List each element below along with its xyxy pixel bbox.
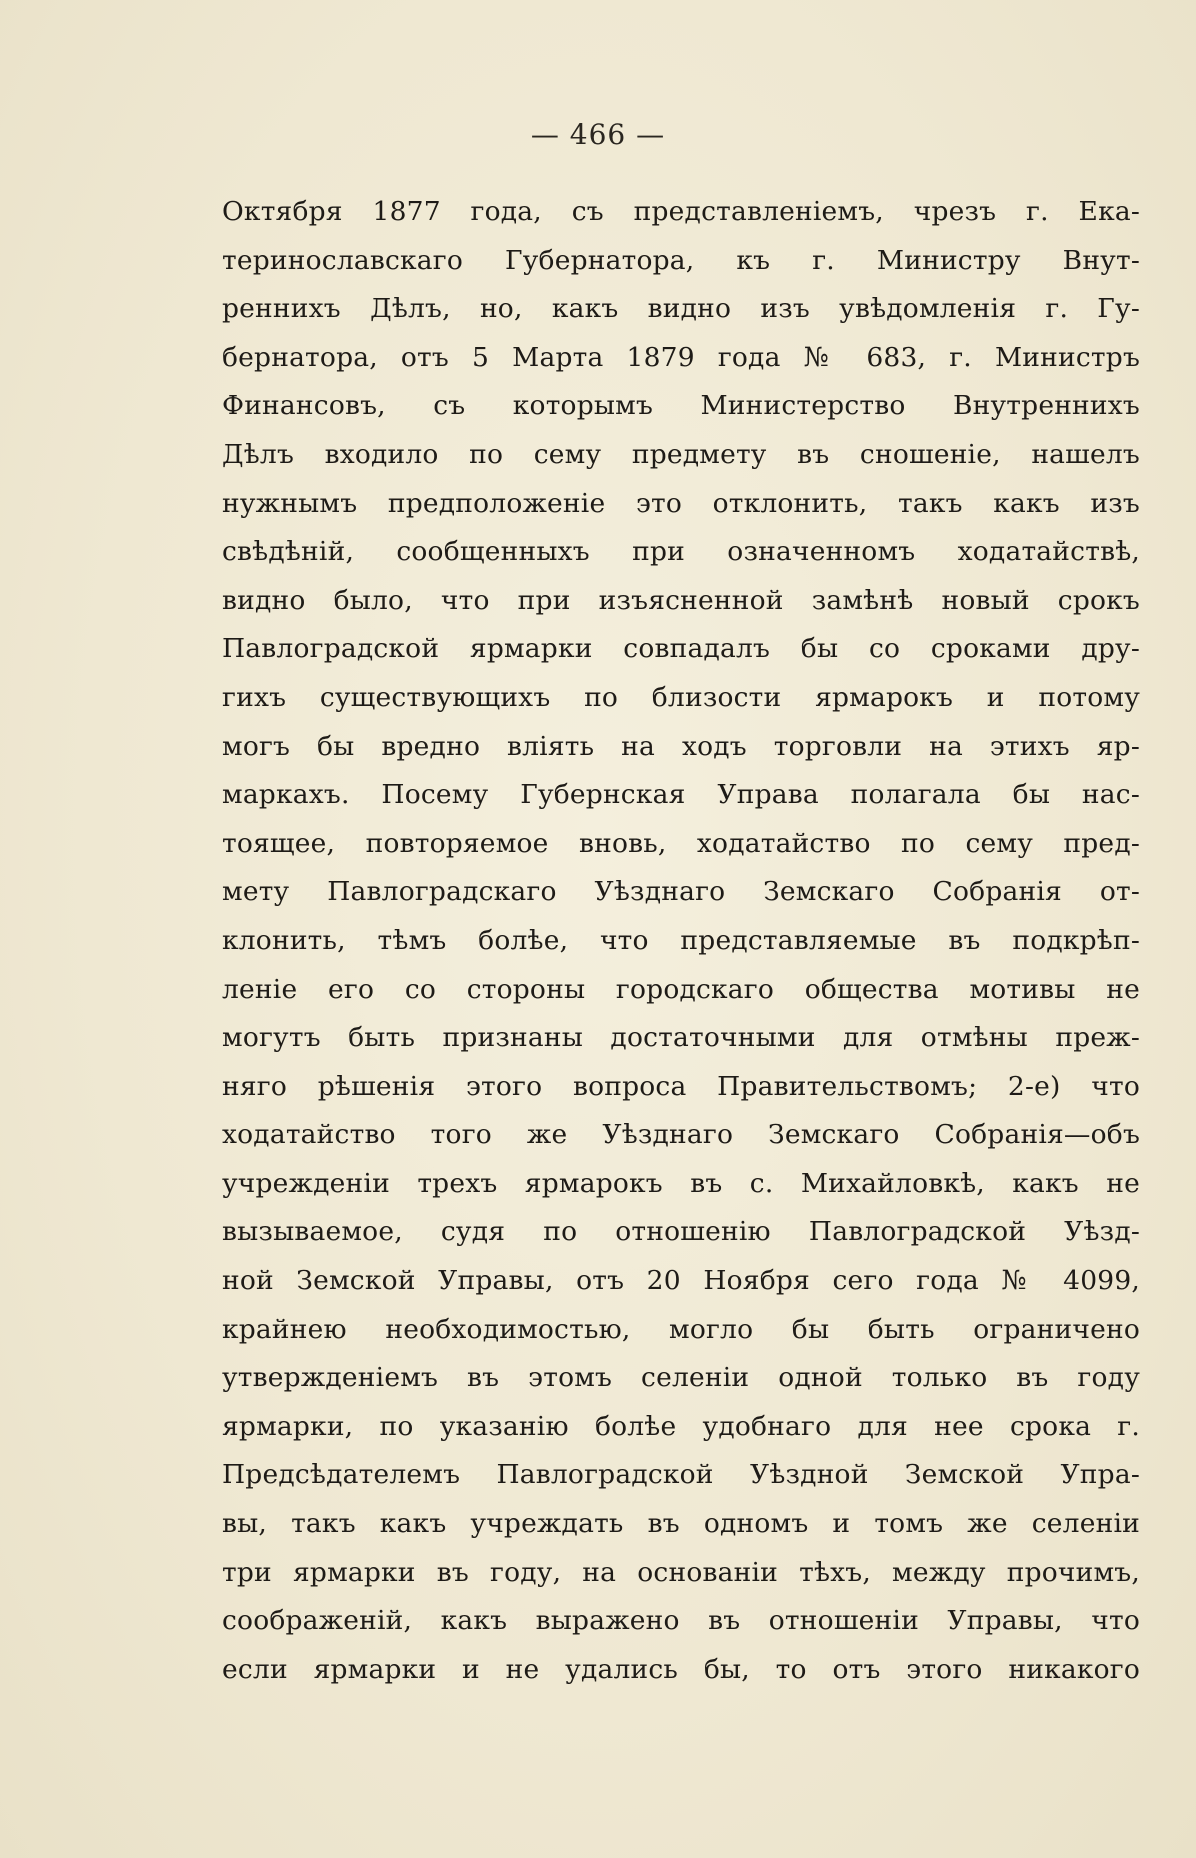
text-line: Финансовъ, съ которымъ Министерство Внутреннихъ	[222, 390, 1140, 422]
text-line: ходатайство того же Уѣзднаго Земскаго Собранія—объ	[222, 1119, 1140, 1151]
text-line: видно было, что при изъясненной замѣнѣ новый срокъ	[222, 584, 1140, 616]
text-line: гихъ существующихъ по близости ярмарокъ и потому	[222, 681, 1140, 713]
page-number: — 466 —	[530, 118, 666, 151]
text-line: бернатора, отъ 5 Марта 1879 года № 683, г. Министръ	[222, 341, 1140, 373]
body-text	[222, 188, 1140, 1694]
text-line: три ярмарки въ году, на основаніи тѣхъ, между прочимъ,	[222, 1556, 1140, 1588]
text-line: клонить, тѣмъ болѣе, что представляемые въ подкрѣп-	[222, 924, 1140, 956]
text-line: няго рѣшенія этого вопроса Правительствомъ; 2-е) что	[222, 1070, 1140, 1102]
text-line: утвержденіемъ въ этомъ селеніи одной только въ году	[222, 1362, 1140, 1394]
text-line: Павлоградской ярмарки совпадалъ бы со сроками дру-	[222, 633, 1140, 665]
text-line: свѣдѣній, сообщенныхъ при означенномъ ходатайствѣ,	[222, 536, 1140, 568]
text-line: ной Земской Управы, отъ 20 Ноября сего года № 4099,	[222, 1265, 1140, 1297]
text-line: если ярмарки и не удались бы, то отъ этого никакого	[222, 1653, 1140, 1685]
text-line: нужнымъ предположеніе это отклонить, такъ какъ изъ	[222, 487, 1140, 519]
text-line: могъ бы вредно влiять на ходъ торговли на этихъ яр-	[222, 730, 1140, 762]
text-line: соображеній, какъ выражено въ отношеніи Управы, что	[222, 1605, 1140, 1637]
text-line: леніе его со стороны городскаго общества мотивы не	[222, 973, 1140, 1005]
text-line: Октября 1877 года, съ представленіемъ, чрезъ г. Ека-	[222, 196, 1140, 227]
text-line: теринославскаго Губернатора, къ г. Министру Внут-	[222, 244, 1140, 276]
text-line: вы, такъ какъ учреждать въ одномъ и томъ же селеніи	[222, 1508, 1140, 1540]
text-line: ярмарки, по указанію болѣе удобнаго для нее срока г.	[222, 1410, 1140, 1442]
text-line: могутъ быть признаны достаточными для отмѣны преж-	[222, 1022, 1140, 1054]
text-line: реннихъ Дѣлъ, но, какъ видно изъ увѣдомленія г. Гу-	[222, 293, 1140, 325]
text-line: Предсѣдателемъ Павлоградской Уѣздной Земской Упра-	[222, 1459, 1140, 1491]
text-line: тоящее, повторяемое вновь, ходатайство по сему пред-	[222, 827, 1140, 859]
text-line: учрежденіи трехъ ярмарокъ въ с. Михайловкѣ, какъ не	[222, 1167, 1140, 1199]
text-line: мету Павлоградскаго Уѣзднаго Земскаго Собранія от-	[222, 876, 1140, 908]
text-line: Дѣлъ входило по сему предмету въ сношеніе, нашелъ	[222, 438, 1140, 470]
text-line: маркахъ. Посему Губернская Управа полагала бы нас-	[222, 779, 1140, 811]
text-line: крайнею необходимостью, могло бы быть ограничено	[222, 1313, 1140, 1345]
text-line: вызываемое, судя по отношенію Павлоградской Уѣзд-	[222, 1216, 1140, 1248]
